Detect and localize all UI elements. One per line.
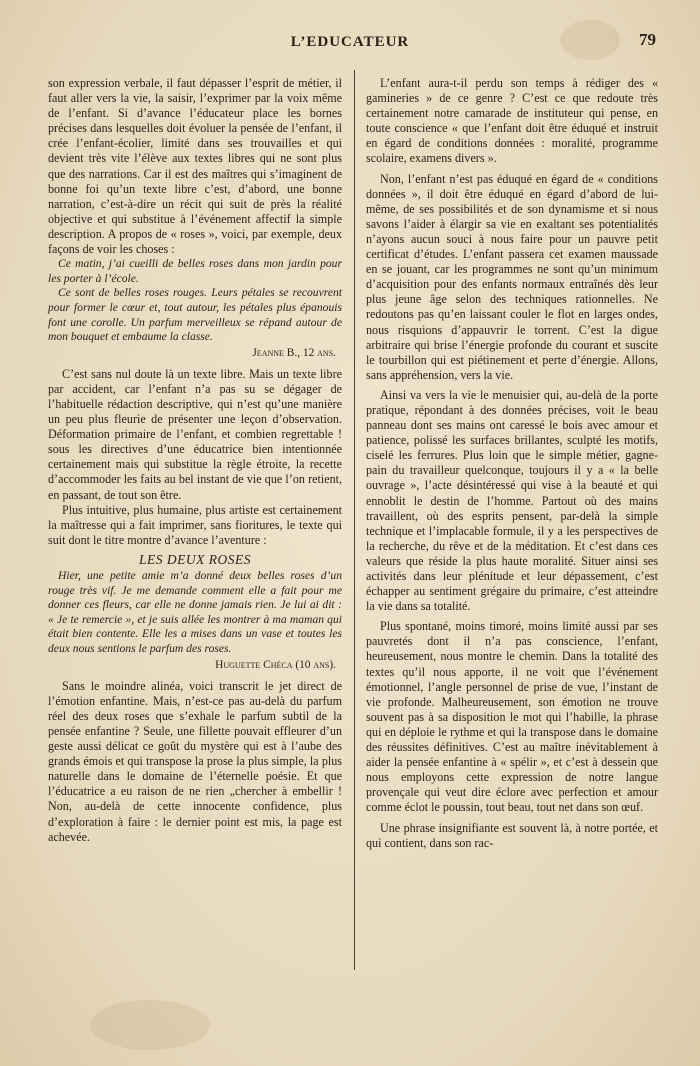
paper-stain	[90, 1000, 210, 1050]
left-column	[48, 76, 342, 845]
poem-title: LES DEUX ROSES	[139, 551, 251, 567]
column-divider	[354, 70, 355, 970]
quoted-text	[48, 257, 342, 345]
paragraph: Plus intuitive, plus humaine, plus artiste est certainement la maîtresse qui a fait imprimer, sans fioritures, le texte qui suit dont le titre montre d’avance l’aventure :	[48, 502, 342, 547]
paragraph: Plus spontané, moins timoré, moins limité aussi par ses pauvretés dont il n’a pas conscience, l’enfant, heureusement, nous montre le chemin. Dans la totalité des textes qu’il nous apporte, il ne voit que l’événement émotionnel, l’angle personnel de prise de vue, l’instant de vie profonde. Malheureusement, son émotion ne trouve souvent pas à sa disposition le mot qui l’habille, la phrase qui en déploie le rythme et qui la transpose dans le domaine des réussites définitives. C’est au maître inévitablement à aider la pensée enfantine à « spélir », et c’est à dessein que nous employons cette expression de notre langue provençale qui veut dire éclore avec perfection et amour comme éclot le poussin, tout beau, tout net dans son œuf.	[366, 619, 658, 815]
poem-body: Hier, une petite amie m’a donné deux belles roses d’un rouge très vif. Je me demande comment elle a fait pour me donner ces fleurs, car elle ne donne jamais rien. Je lui ai dit : « Je te remercie », et je suis allée les montrer à ma maman qui était bien contente. Elle les a mises dans un vase et toutes les deux nous sentions le parfum des roses.	[48, 569, 342, 655]
poem-text	[48, 569, 342, 657]
running-title: L’EDUCATEUR	[290, 34, 410, 50]
signature: Jeanne B., 12 ans.	[252, 346, 336, 359]
quote-line: Ce matin, j’ai cueilli de belles roses dans mon jardin pour les porter à l’école.	[48, 257, 342, 285]
paragraph: Non, l’enfant n’est pas éduqué en égard de « conditions données », il doit être éduqué en égard d’abord de lui-même, de ses possibilités et de son dynamisme et si nous savons l’aider à élargir sa vie en exaltant ses potentialités n’ayons aucun souci à nous faire pour un pauvre petit certificat d’études. L’enfant passera cet examen maussade en se jouant, car les programmes ne sont qu’un minimum d’acquisition pour des enfants normaux entraînés dès leur plus jeune âge selon des techniques rationnelles. Ne redoutons pas qu’en laissant couler le flot en larges ondes, nous risquions d’appauvrir le torrent. C’est la digue arbitraire qui brise l’énergie profonde du courant et suscite le tourbillon qui est piétinement et perte d’énergie. Allons, sans appréhension, vers la vie.	[366, 171, 658, 382]
paragraph: son expression verbale, il faut dépasser l’esprit de métier, il faut aller vers la vie, la saisir, l’exprimer par la voix même de l’enfant. Si d’avance l’éducateur place les bornes précises dans lesquelles doit évoluer la pensée de l’enfant, il crée l’enfant-écolier, limité dans ses trouvailles et qui devient très vite l’élève aux textes libres qui ne sont plus que des narrations. Car il est des maîtres qui s’imaginent de bonne foi qu’un texte libre c’est, d’abord, une bonne narration, c’est-à-dire un récit qui suit de près la réalité objective et qui substitue à l’événement affectif la simple description. A propos de « roses », voici, par exemple, deux façons de voir les choses :	[48, 76, 342, 257]
paragraph: Ainsi va vers la vie le menuisier qui, au-delà de la porte pratique, répondant à des données précises, voit le beau panneau dont ses mains ont caressé le bois avec amour et patience, polissé les surfaces brillantes, sculpté les motifs, ciselé les ferrures. Plus loin que le simple métier, gagne-pain du travailleur quelconque, toujours il y a « la belle ouvrage », l’acte désintéressé qui vise à la beauté et qui ennoblit le destin de l’homme. Partout où des mains travaillent, où des esprits pensent, par-delà la simple technique et l’implacable formule, il y a les perspectives de la recherche, du rêve et de la méditation. Et c’est dans ces valeurs que réside la plus haute moralité. Situer ainsi ses activités dans leur plénitude et leur dépassement, c’est échapper au sentiment grégaire du primaire, c’est atteindre la vie dans sa totalité.	[366, 387, 658, 614]
paragraph: Une phrase insignifiante est souvent là, à notre portée, et qui contient, dans son rac-	[366, 820, 658, 850]
page-header	[0, 30, 700, 56]
paragraph: C’est sans nul doute là un texte libre. Mais un texte libre par accident, car l’enfant n’a pas su se dégager de l’habituelle rédaction descriptive, qui n’est qu’une manière un peu plus fleurie de présenter une leçon d’observation. Déformation primaire de l’enfant, et combien regrettable ! sous les directives d’une éducatrice bien intentionnée certainement mais qui substitue la règle étroite, la recette d’accommoder les faits au bel instant de vie que l’on retient, en passant, de tout son être.	[48, 366, 342, 502]
quote-line: Ce sont de belles roses rouges. Leurs pétales se recouvrent pour former le cœur et, tout autour, les pétales plus épanouis font une corolle. Un parfum merveilleux se répand autour de mon bouquet et embaume la classe.	[48, 286, 342, 344]
page-number: 79	[639, 30, 656, 49]
paragraph: L’enfant aura-t-il perdu son temps à rédiger des « gamineries » de ce genre ? C’est ce que redoute très certainement notre camarade de instituteur qui pense, en toute conscience « que l’enfant doit être éduqué et instruit en égard de conditions données : moralité, programme scolaire, examens divers ».	[366, 76, 658, 166]
right-column	[366, 76, 658, 851]
paragraph: Sans le moindre alinéa, voici transcrit le jet direct de l’émotion enfantine. Mais, n’est-ce pas au-delà du parfum réel des deux roses que s’exhale le parfum subtil de la pensée enfantine ? Seule, une fillette pouvait effleurer d’un geste aussi délicat ce goût du mystère qui est à l’aube des grands émois et qui transpose la prose la plus simple, la plus naturelle dans le domaine de l’éternelle poésie. Et que l’éducatrice a eu raison de ne rien „chercher à embellir ! Non, au-delà de cette innocente confidence, plus d’exploration à faire : le dernier point est mis, la page est achevée.	[48, 678, 342, 844]
signature: Huguette Chéca (10 ans).	[215, 658, 336, 671]
